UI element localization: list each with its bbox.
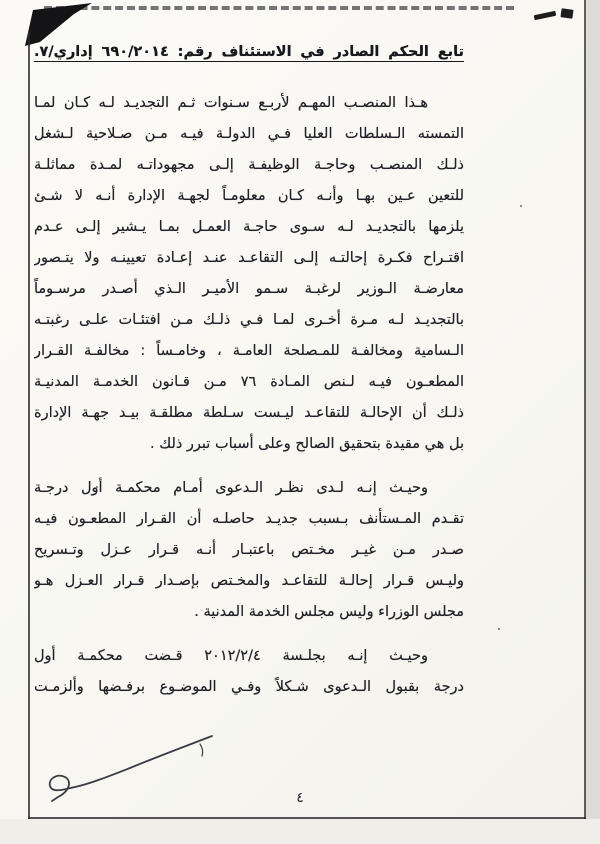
paragraph — [34, 473, 464, 628]
text-line: التمسته الـسلطات العليا فـي الدولـة فيـه مـن صـلاحية لـشغل — [34, 126, 464, 142]
document-body — [34, 88, 464, 716]
text-line: اقتـراح فكـرة إحالتـه إلـى التقاعـد عنـد إعـادة تعيينـه ولا يتـصور — [34, 250, 464, 266]
page-number: ٤ — [296, 790, 304, 806]
scan-speck — [498, 628, 500, 630]
text-line: بالتجديـد لـه مـرة أخـرى لمـا فـي ذلـك مـن افتئـات علـى رغبتـه — [34, 312, 464, 328]
document-header: تابع الحكم الصادر في الاستئناف رقم: ٦٩٠/٢٠١٤ إداري/٧. — [34, 44, 464, 60]
text-line: يلزمها بالتجديـد لـه سـوى حاجـة العمـل بمـا يـشير إلـى عـدم — [34, 219, 464, 235]
scan-margin-right — [586, 0, 600, 844]
text-line: مجلس الوزراء وليس مجلس الخدمة المدنية . — [194, 604, 464, 620]
text-line: صـدر مـن غيـر مخـتص باعتبـار أنـه قـرار عـزل وتـسريح — [34, 542, 464, 558]
text-line: وحيـث إنـه بجلـسة ٢٠١٢/٢/٤ قـضت محكمـة أول — [34, 648, 428, 664]
paragraph — [34, 88, 464, 460]
text-line: درجة بقبول الـدعوى شـكلاً وفـي الموضـوع برفـضها وألزمـت — [34, 679, 464, 695]
text-line: وحيـث إنـه لـدى نظـر الـدعوى أمـام محكمـة أول درجـة — [34, 480, 428, 496]
scan-margin-bottom — [0, 819, 600, 844]
text-line: تقـدم المـستأنف بـسبب جديـد حاصلـه أن القـرار المطعـون فيـه — [34, 511, 464, 527]
text-line: الـسامية ومخالفـة للمـصلحة العامـة ، وخامـساً : مخالفـة القـرار — [34, 343, 464, 359]
scan-artifact-topright-mark — [534, 11, 557, 20]
text-line: معارضـة الـوزير لرغبـة سـمو الأميـر الـذي أصـدر مرسـوماً — [34, 281, 464, 297]
scan-edge-left — [28, 32, 30, 820]
text-line: هـذا المنصـب المهـم لأربـع سـنوات ثـم التجديـد لـه كـان لمـا — [34, 95, 428, 111]
text-line: المطعـون فيـه لـنص المـادة ٧٦ مـن قـانون الخدمـة المدنيـة — [34, 374, 464, 390]
text-line: ذلـك المنصـب وحاجـة الوظيفـة إلـى مجهوداتـه لمـدة مماثلـة — [34, 157, 464, 173]
scan-artifact-topright-mark — [560, 8, 573, 19]
text-line: وليـس قـرار إحالـة للتقاعـد والمخـتص بإصـدار قـرار العـزل هـو — [34, 573, 464, 589]
text-line: بل هي مقيدة بتحقيق الصالح وعلى أسباب تبرر ذلك . — [150, 436, 464, 452]
scan-artifact-corner-mark — [24, 2, 96, 48]
text-line: ذلـك أن الإحالـة للتقاعـد ليـست سـلطة مطلقـة بيـد جهـة الإدارة — [34, 405, 464, 421]
scan-speck — [520, 205, 522, 207]
scan-artifact-top-dashes — [44, 6, 514, 10]
paragraph — [34, 641, 464, 703]
text-line: للتعين عـين بهـا وأنـه كـان معلومـاً لجهـة الإدارة أنـه لا شـئ — [34, 188, 464, 204]
